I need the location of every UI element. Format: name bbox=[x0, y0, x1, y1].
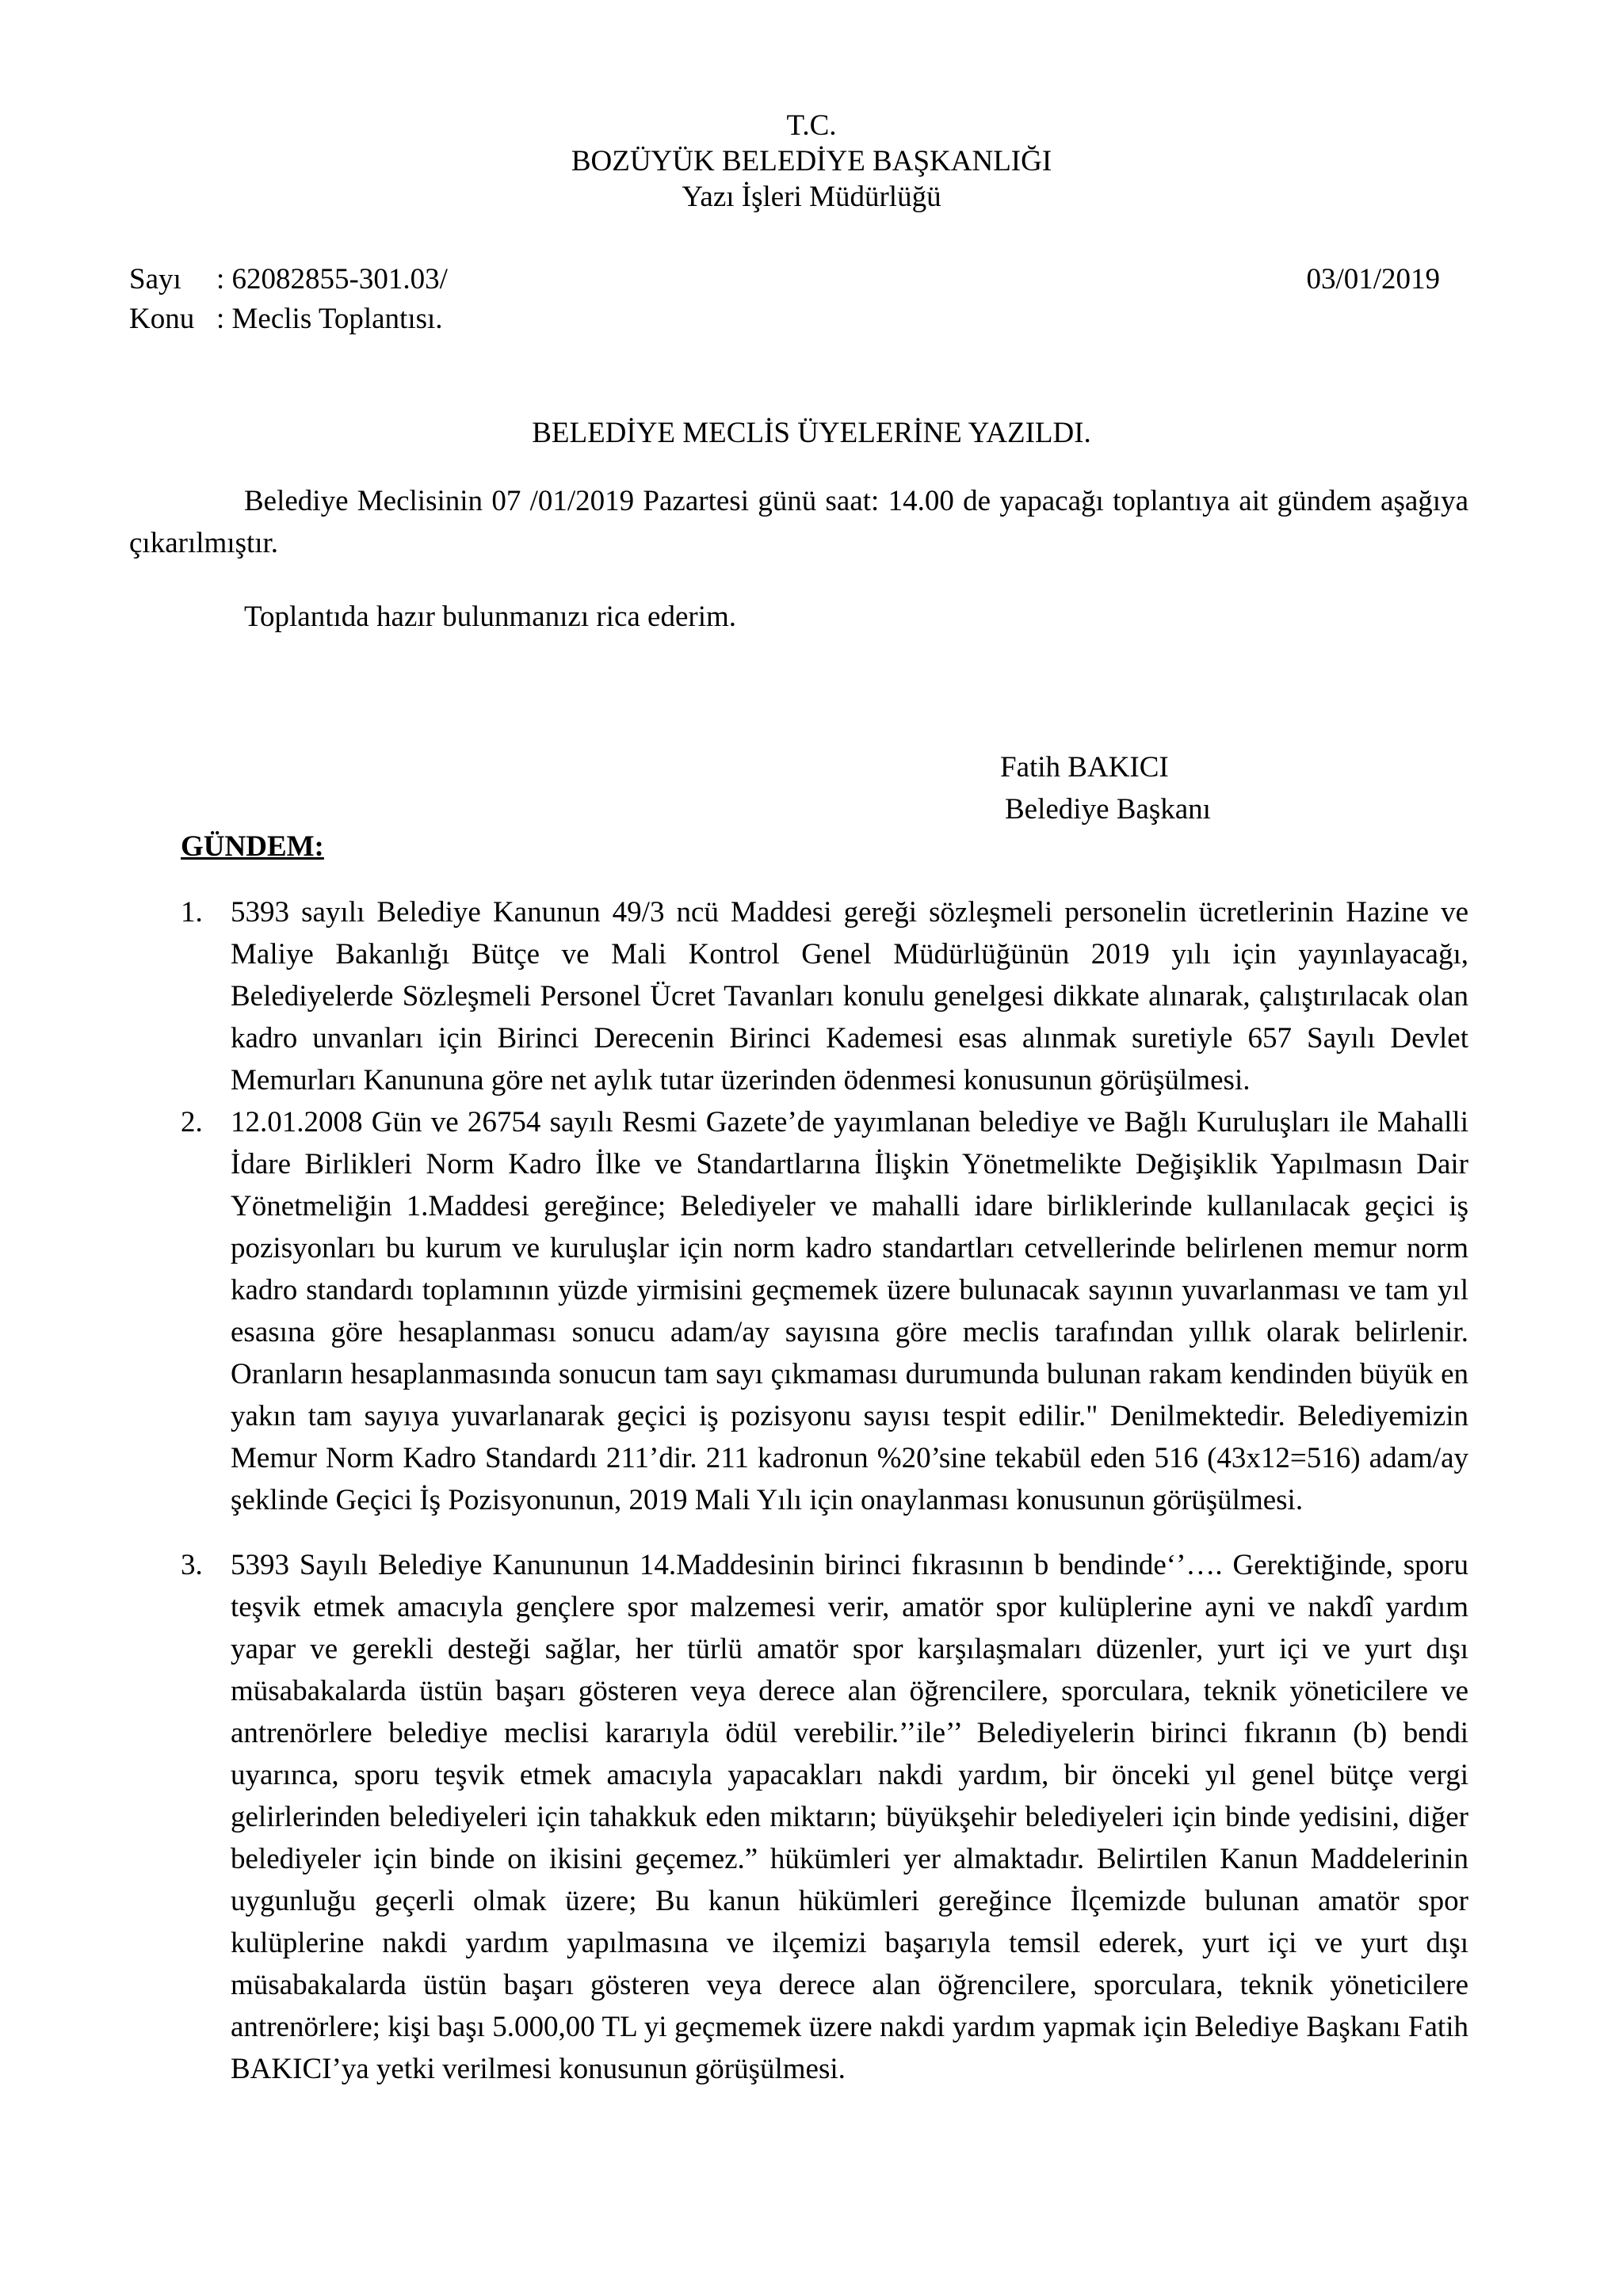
agenda-item-text: 5393 sayılı Belediye Kanunun 49/3 ncü Maddesi gereği sözleşmeli personelin ücretlerinin Hazine ve Maliye Bakanlığı Bütçe ve Mali Kontrol Genel Müdürlüğünün 2019 yılı için yayınlayacağı, Belediyelerde Sözleşmeli Personel Ücret Tavanları konulu genelgesi dikkate alınarak, çalıştırılacak olan kadro unvanları için Birinci Derecenin Birinci Kademesi esas alınmak suretiyle 657 Sayılı Devlet Memurları Kanununa göre net aylık tutar üzerinden ödenmesi konusunun görüşülmesi. bbox=[231, 896, 1468, 1097]
addressee-line: BELEDİYE MECLİS ÜYELERİNE YAZILDI. bbox=[532, 417, 1091, 449]
letterhead bbox=[0, 108, 1623, 215]
agenda-item-2 bbox=[181, 1101, 1468, 1521]
reference-number-label: Sayı bbox=[129, 263, 181, 296]
agenda-item-1 bbox=[181, 891, 1468, 1101]
signatory-name: Fatih BAKICI bbox=[1000, 751, 1169, 784]
agenda-item-number: 1. bbox=[181, 896, 203, 929]
agenda-item-text: 5393 Sayılı Belediye Kanununun 14.Maddesinin birinci fıkrasının b bendinde‘’…. Gerektiğinde, sporu teşvik etmek amacıyla gençlere spor malzemesi verir, amatör spor kulüplerine ayni ve nakdî yardım yapar ve gerekli desteği sağlar, her türlü amatör spor karşılaşmaları düzenler, yurt içi ve yurt dışı müsabakalarda üstün başarı gösteren veya derece alan öğrencilere, sporculara, teknik yöneticilere ve antrenörlere belediye meclisi kararıyla ödül verebilir.’’ile’’ Belediyelerin birinci fıkranın (b) bendi uyarınca, sporu teşvik etmek amacıyla yapacakları nakdi yardım, bir önceki yıl genel bütçe vergi gelirlerinden belediyeleri için tahakkuk eden miktarın; büyükşehir belediyeleri için binde yedisini, diğer belediyeler için binde on ikisini geçemez.” hükümleri yer almaktadır. Belirtilen Kanun Maddelerinin uygunluğu geçerli olmak üzere; Bu kanun hükümleri gereğince İlçemizde bulunan amatör spor kulüplerine nakdi yardım yapılmasına ve ilçemizi başarıyla temsil ederek, yurt içi ve yurt dışı müsabakalarda üstün başarı gösteren veya derece alan öğrencilere, sporculara, teknik yöneticilere antrenörlere; kişi başı 5.000,00 TL yi geçmemek üzere nakdi yardım yapmak için Belediye Başkanı Fatih BAKICI’ya yetki verilmesi konusunun görüşülmesi. bbox=[231, 1549, 1468, 2085]
reference-number-row bbox=[129, 258, 1440, 298]
agenda-list bbox=[181, 891, 1468, 2090]
letterhead-country: T.C. bbox=[786, 109, 837, 142]
document-date: 03/01/2019 bbox=[1306, 263, 1440, 296]
agenda-item-text: 12.01.2008 Gün ve 26754 sayılı Resmi Gazete’de yayımlanan belediye ve Bağlı Kuruluşları ile Mahalli İdare Birlikleri Norm Kadro İlke ve Standartlarına İlişkin Yönetmelikte Değişiklik Yapılmasın Dair Yönetmeliğin 1.Maddesi gereğince; Belediyeler ve mahalli idare birliklerinde kullanılacak geçici iş pozisyonları bu kurum ve kuruluşlar için norm kadro standartları cetvellerinde belirlenen memur norm kadro standardı toplamının yüzde yirmisini geçmemek üzere bulunacak sayının yuvarlanması ve tam yıl esasına göre hesaplanması sonucu adam/ay sayısına göre meclis tarafından yıllık olarak belirlenir. Oranların hesaplanmasında sonucun tam sayı çıkmaması durumunda bulunan rakam kendinden büyük en yakın tam sayıya yuvarlanarak geçici iş pozisyonu sayısı tespit edilir." Denilmektedir. Belediyemizin Memur Norm Kadro Standardı 211’dir. 211 kadronun %20’sine tekabül eden 516 (43x12=516) adam/ay şeklinde Geçici İş Pozisyonunun, 2019 Mali Yılı için onaylanması konusunun görüşülmesi. bbox=[231, 1106, 1468, 1516]
letterhead-department: Yazı İşleri Müdürlüğü bbox=[682, 181, 941, 213]
attendance-request: Toplantıda hazır bulunmanızı rica ederim. bbox=[244, 601, 737, 633]
letterhead-institution: BOZÜYÜK BELEDİYE BAŞKANLIĞI bbox=[571, 145, 1052, 177]
signature-block bbox=[1000, 746, 1211, 830]
subject-label: Konu bbox=[129, 303, 195, 335]
subject-row bbox=[129, 298, 1440, 338]
subject-value: : Meclis Toplantısı. bbox=[216, 303, 443, 335]
agenda-item-number: 2. bbox=[181, 1106, 203, 1138]
agenda-item-3 bbox=[181, 1544, 1468, 2090]
agenda-item-number: 3. bbox=[181, 1549, 203, 1581]
reference-number-value: : 62082855-301.03/ bbox=[216, 263, 448, 296]
intro-paragraph: Belediye Meclisinin 07 /01/2019 Pazartesi günü saat: 14.00 de yapacağı toplantıya ait gündem aşağıya çıkarılmıştır. bbox=[129, 485, 1468, 559]
agenda-heading: GÜNDEM: bbox=[181, 830, 324, 863]
signatory-title: Belediye Başkanı bbox=[1005, 793, 1211, 826]
